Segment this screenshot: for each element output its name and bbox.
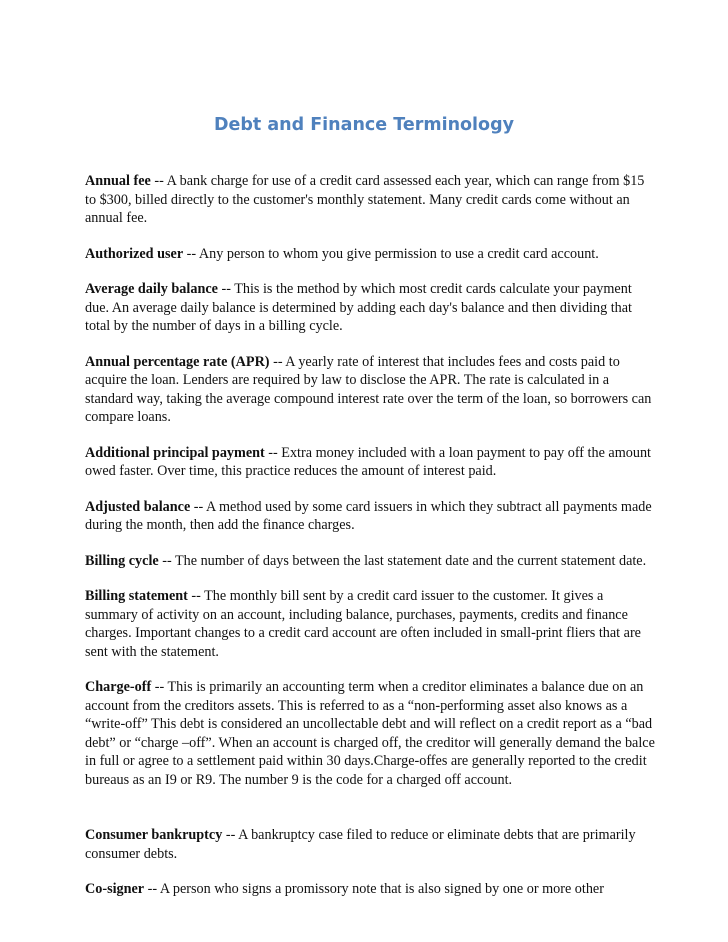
glossary-definition: -- This is the method by which most credit cards calculate your payment due. An average daily balance is determined by adding each day's balance and then dividing that total by the number of days in a billing cycle. bbox=[85, 281, 633, 334]
glossary-list bbox=[85, 172, 657, 916]
glossary-term: Billing statement bbox=[85, 588, 188, 604]
glossary-definition: -- This is primarily an accounting term when a creditor eliminates a balance due on an account from the creditors assets. This is referred to as a “non-performing asset also knows as a “write-off” This debt is considered an uncollectable debt and will reflect on a credit report as a “bad debt” or “charge –off”. When an account is charged off, the creditor will generally demand the balce in full or agree to a settlement paid within 30 days.Charge-offes are generally reported to the credit bureaus as an I9 or R9. The number 9 is the code for a charged off account. bbox=[85, 679, 655, 788]
glossary-entry-consumer-bankruptcy bbox=[85, 826, 657, 863]
page-title: Debt and Finance Terminology bbox=[213, 115, 515, 135]
glossary-term: Authorized user bbox=[85, 245, 184, 262]
glossary-term: Annual fee bbox=[85, 173, 151, 189]
glossary-entry-annual-fee bbox=[85, 172, 657, 228]
glossary-definition: -- A person who signs a promissory note that is also signed by one or more other bbox=[144, 881, 604, 897]
glossary-term: Additional principal payment bbox=[85, 444, 265, 461]
glossary-definition: -- Any person to whom you give permission to use a credit card account. bbox=[183, 245, 599, 262]
glossary-term: Co-signer bbox=[85, 881, 145, 897]
glossary-entry-billing-cycle bbox=[85, 552, 657, 571]
glossary-entry-adjusted-balance bbox=[85, 498, 657, 535]
glossary-term: Average daily balance bbox=[85, 281, 218, 297]
glossary-definition: -- A yearly rate of interest that includes fees and costs paid to acquire the loan. Lenders are required by law to disclose the APR. The rate is calculated in a standard way, taking the average compound interest rate over the term of the loan, so borrowers can compare loans. bbox=[85, 353, 652, 425]
glossary-definition: -- The monthly bill sent by a credit card issuer to the customer. It gives a summary of activity on an account, including balance, purchases, payments, credits and finance charges. Important changes to a credit card account are often included in small-print fliers that are sent with the statement. bbox=[85, 588, 641, 660]
glossary-entry-authorized-user bbox=[85, 245, 657, 264]
glossary-definition: -- A bank charge for use of a credit card assessed each year, which can range from $15 to $300, billed directly to the customer's monthly statement. Many credit cards come without an annual fee. bbox=[85, 173, 645, 226]
glossary-term: Consumer bankruptcy bbox=[85, 827, 223, 843]
glossary-entry-average-daily-balance bbox=[85, 280, 657, 336]
glossary-term: Annual percentage rate (APR) bbox=[85, 353, 270, 370]
glossary-definition: -- The number of days between the last statement date and the current statement date. bbox=[158, 552, 647, 569]
glossary-definition: -- Extra money included with a loan payment to pay off the amount owed faster. Over time, this practice reduces the amount of interest paid. bbox=[85, 444, 651, 479]
glossary-entry-additional-principal-payment bbox=[85, 444, 657, 481]
glossary-term: Adjusted balance bbox=[85, 498, 191, 515]
glossary-definition: -- A method used by some card issuers in which they subtract all payments made during the month, then add the finance charges. bbox=[85, 498, 652, 533]
glossary-term: Charge-off bbox=[85, 679, 152, 695]
glossary-entry-charge-off bbox=[85, 678, 657, 789]
glossary-entry-billing-statement bbox=[85, 587, 657, 661]
glossary-entry-co-signer bbox=[85, 880, 657, 899]
glossary-definition: -- A bankruptcy case filed to reduce or eliminate debts that are primarily consumer debts. bbox=[85, 827, 636, 862]
glossary-entry-apr bbox=[85, 353, 657, 427]
glossary-term: Billing cycle bbox=[85, 552, 159, 569]
